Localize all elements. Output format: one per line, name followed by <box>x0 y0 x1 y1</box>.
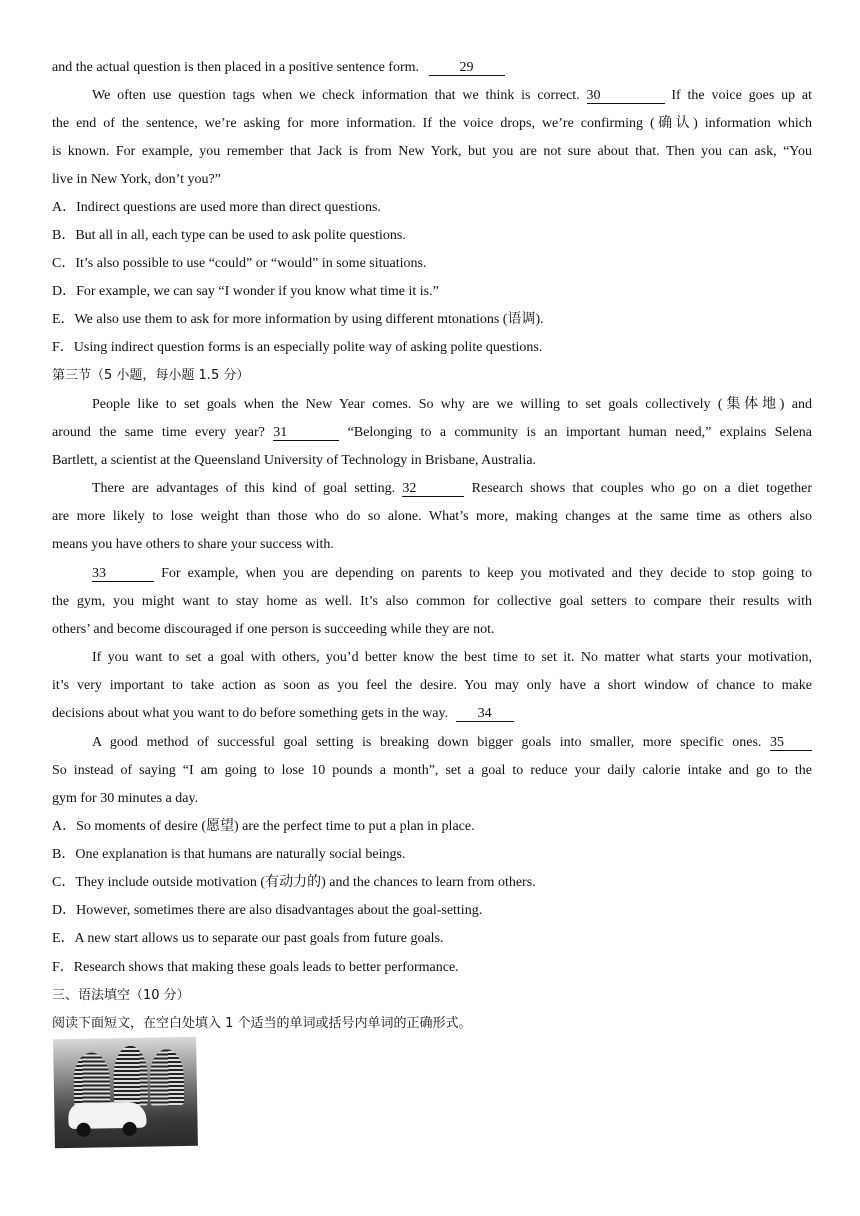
passage-text: Research shows that couples who go on a diet together <box>471 481 812 496</box>
passage-text: around the same time every year? <box>52 425 265 440</box>
part-heading: 三、语法填空（10 分） <box>52 988 190 1003</box>
passage-line: the gym, you might want to stay home as well. It’s also common for collective goal setters to compare their results with <box>52 594 812 609</box>
option-e: E．We also use them to ask for more information by using different mtonations (语调). <box>52 312 544 327</box>
passage-line: So instead of saying “I am going to lose 10 pounds a month”, set a goal to reduce your daily calorie intake and go to the <box>52 763 812 778</box>
option-a: A．Indirect questions are used more than direct questions. <box>52 200 381 215</box>
passage-line: the end of the sentence, we’re asking for more information. If the voice drops, we’re confirming (确认) information which <box>52 116 812 131</box>
passage-line: means you have others to share your success with. <box>52 537 334 552</box>
option-b: B．One explanation is that humans are naturally social beings. <box>52 847 406 862</box>
passage-line: are more likely to lose weight than those who do so alone. What’s more, making changes at the same time as others also <box>52 509 812 524</box>
option-f: F．Research shows that making these goals leads to better performance. <box>52 960 459 975</box>
passage-photo <box>53 1037 198 1148</box>
wheel-shape <box>77 1123 91 1137</box>
option-e: E．A new start allows us to separate our past goals from future goals. <box>52 931 444 946</box>
option-c: C．They include outside motivation (有动力的) and the chances to learn from others. <box>52 875 536 890</box>
passage-line <box>52 424 812 442</box>
passage-text: For example, when you are depending on parents to keep you motivated and they decide to stop going to <box>161 566 813 581</box>
passage-text: “Belonging to a community is an important human need,” explains Selena <box>347 425 812 440</box>
building-shape <box>73 1052 110 1107</box>
passage-text: There are advantages of this kind of goal setting. <box>92 481 396 496</box>
passage-line: If you want to set a goal with others, you’d better know the best time to set it. No matter what starts your motivation, <box>92 650 812 665</box>
passage-text: decisions about what you want to do before something gets in the way. <box>52 706 449 721</box>
section-heading: 第三节（5 小题，每小题 1.5 分） <box>52 368 250 383</box>
answer-blank-33: 33 <box>92 566 154 582</box>
option-d: D．For example, we can say “I wonder if you know what time it is.” <box>52 284 439 299</box>
option-b: B．But all in all, each type can be used to ask polite questions. <box>52 228 406 243</box>
building-shape <box>113 1046 148 1107</box>
passage-line <box>92 734 812 752</box>
passage-line: live in New York, don’t you?” <box>52 172 221 187</box>
answer-blank-35: 35 <box>770 735 812 751</box>
passage-line: gym for 30 minutes a day. <box>52 791 199 806</box>
passage-line <box>52 705 812 723</box>
passage-line: Bartlett, a scientist at the Queensland University of Technology in Brisbane, Australia. <box>52 453 536 468</box>
answer-blank-30: 30 <box>587 88 665 104</box>
passage-line <box>52 59 812 77</box>
option-d: D．However, sometimes there are also disadvantages about the goal-setting. <box>52 903 483 918</box>
passage-line: others’ and become discouraged if one person is succeeding while they are not. <box>52 622 495 637</box>
passage-text: We often use question tags when we check information that we think is correct. <box>92 88 580 103</box>
passage-line <box>92 87 812 105</box>
passage-text: A good method of successful goal setting is breaking down bigger goals into smaller, more specific ones. <box>92 735 762 750</box>
passage-line: it’s very important to take action as soon as you feel the desire. You may only have a short window of chance to make <box>52 678 812 693</box>
passage-line <box>92 565 812 583</box>
building-shape <box>149 1049 184 1106</box>
instruction-text: 阅读下面短文，在空白处填入 1 个适当的单词或括号内单词的正确形式。 <box>52 1016 472 1031</box>
answer-blank-29: 29 <box>429 60 505 76</box>
passage-text: and the actual question is then placed in a positive sentence form. <box>52 60 419 75</box>
answer-blank-31: 31 <box>273 425 339 441</box>
option-f: F．Using indirect question forms is an especially polite way of asking polite questions. <box>52 340 543 355</box>
answer-blank-32: 32 <box>402 481 464 497</box>
wheel-shape <box>123 1122 137 1136</box>
passage-text: If the voice goes up at <box>671 88 813 103</box>
passage-line: People like to set goals when the New Year comes. So why are we willing to set goals collectively (集体地) and <box>92 397 812 412</box>
passage-line: is known. For example, you remember that Jack is from New York, but you are not sure about that. Then you can ask, “You <box>52 144 812 159</box>
option-c: C．It’s also possible to use “could” or “would” in some situations. <box>52 256 427 271</box>
option-a: A．So moments of desire (愿望) are the perfect time to put a plan in place. <box>52 819 475 834</box>
passage-line <box>92 480 812 498</box>
answer-blank-34: 34 <box>456 706 514 722</box>
